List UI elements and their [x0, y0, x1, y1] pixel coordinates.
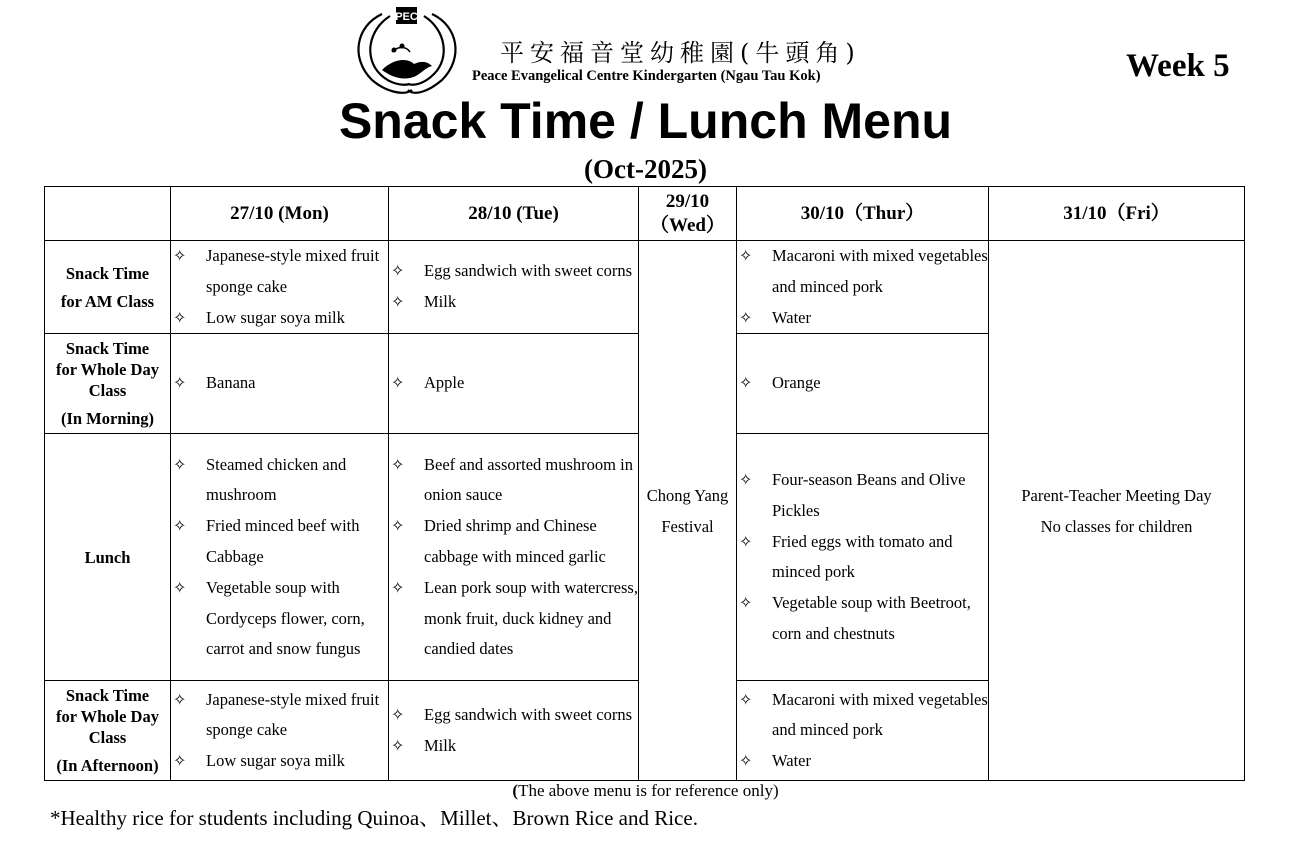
cell-am-thu	[737, 241, 989, 334]
cell-lunch-thu	[737, 434, 989, 681]
menu-item: ✧ Egg sandwich with sweet corns	[389, 700, 638, 731]
cell-am-tue	[389, 241, 639, 334]
school-name-chinese: 平安福音堂幼稚園(牛頭角)	[500, 39, 861, 67]
cell-morning-tue	[389, 334, 639, 434]
corner-cell	[45, 187, 171, 241]
column-header-thu: 30/10（Thur）	[737, 187, 989, 241]
column-header-wed: 29/10 （Wed）	[639, 187, 737, 241]
school-name-english: Peace Evangelical Centre Kindergarten (Ngau Tau Kok)	[472, 68, 821, 84]
menu-item: ✧ Orange	[737, 368, 988, 399]
page-title: Snack Time / Lunch Menu	[338, 93, 953, 149]
menu-item: ✧ Lean pork soup with watercress, monk fruit, duck kidney and candied dates	[389, 573, 638, 665]
menu-item: ✧ Fried minced beef with Cabbage	[171, 511, 388, 573]
week-label: Week 5	[1126, 48, 1230, 84]
table-row-am-snack	[45, 241, 1245, 334]
menu-table	[44, 186, 1245, 781]
menu-item: ✧ Beef and assorted mushroom in onion sauce	[389, 450, 638, 512]
cell-morning-thu	[737, 334, 989, 434]
menu-item: ✧ Japanese-style mixed fruit sponge cake	[171, 685, 388, 747]
column-header-mon: 27/10 (Mon)	[171, 187, 389, 241]
row-label-am: Snack Time for AM Class	[45, 241, 171, 334]
row-label-morning: Snack Time for Whole Day Class (In Morning)	[45, 334, 171, 434]
kindergarten-logo	[352, 6, 462, 98]
cell-afternoon-mon	[171, 681, 389, 781]
menu-item: ✧ Dried shrimp and Chinese cabbage with minced garlic	[389, 511, 638, 573]
table-header-row	[45, 187, 1245, 241]
menu-item: ✧ Milk	[389, 287, 638, 318]
cell-wed-holiday: Chong Yang Festival	[639, 241, 737, 781]
column-header-fri: 31/10（Fri）	[989, 187, 1245, 241]
cell-afternoon-tue	[389, 681, 639, 781]
menu-item: ✧ Egg sandwich with sweet corns	[389, 256, 638, 287]
rice-note: *Healthy rice for students including Quinoa、Millet、Brown Rice and Rice.	[50, 806, 698, 830]
cell-lunch-tue	[389, 434, 639, 681]
svg-text:PEC: PEC	[395, 11, 418, 23]
menu-item: ✧ Fried eggs with tomato and minced pork	[737, 527, 988, 589]
reference-note: (The above menu is for reference only)	[512, 781, 779, 800]
menu-item: ✧ Low sugar soya milk	[171, 303, 388, 334]
menu-item: ✧ Low sugar soya milk	[171, 746, 388, 777]
menu-item: ✧ Vegetable soup with Cordyceps flower, corn, carrot and snow fungus	[171, 573, 388, 665]
cell-am-mon	[171, 241, 389, 334]
menu-item: ✧ Steamed chicken and mushroom	[171, 450, 388, 512]
menu-item: ✧ Macaroni with mixed vegetables and minced pork	[737, 685, 988, 747]
menu-item: ✧ Japanese-style mixed fruit sponge cake	[171, 241, 388, 303]
menu-item: ✧ Banana	[171, 368, 388, 399]
dove-icon	[382, 60, 432, 78]
row-label-lunch: Lunch	[45, 434, 171, 681]
menu-month: (Oct-2025)	[584, 154, 707, 184]
row-label-afternoon: Snack Time for Whole Day Class (In Afternoon)	[45, 681, 171, 781]
cell-morning-mon	[171, 334, 389, 434]
menu-item: ✧ Water	[737, 746, 988, 777]
menu-item: ✧ Macaroni with mixed vegetables and minced pork	[737, 241, 988, 303]
cell-fri-meeting: Parent-Teacher Meeting Day No classes for children	[989, 241, 1245, 781]
cell-afternoon-thu	[737, 681, 989, 781]
menu-item: ✧ Milk	[389, 731, 638, 762]
menu-item: ✧ Apple	[389, 368, 638, 399]
menu-item: ✧ Four-season Beans and Olive Pickles	[737, 465, 988, 527]
cell-lunch-mon	[171, 434, 389, 681]
menu-item: ✧ Water	[737, 303, 988, 334]
menu-item: ✧ Vegetable soup with Beetroot, corn and chestnuts	[737, 588, 988, 650]
column-header-tue: 28/10 (Tue)	[389, 187, 639, 241]
